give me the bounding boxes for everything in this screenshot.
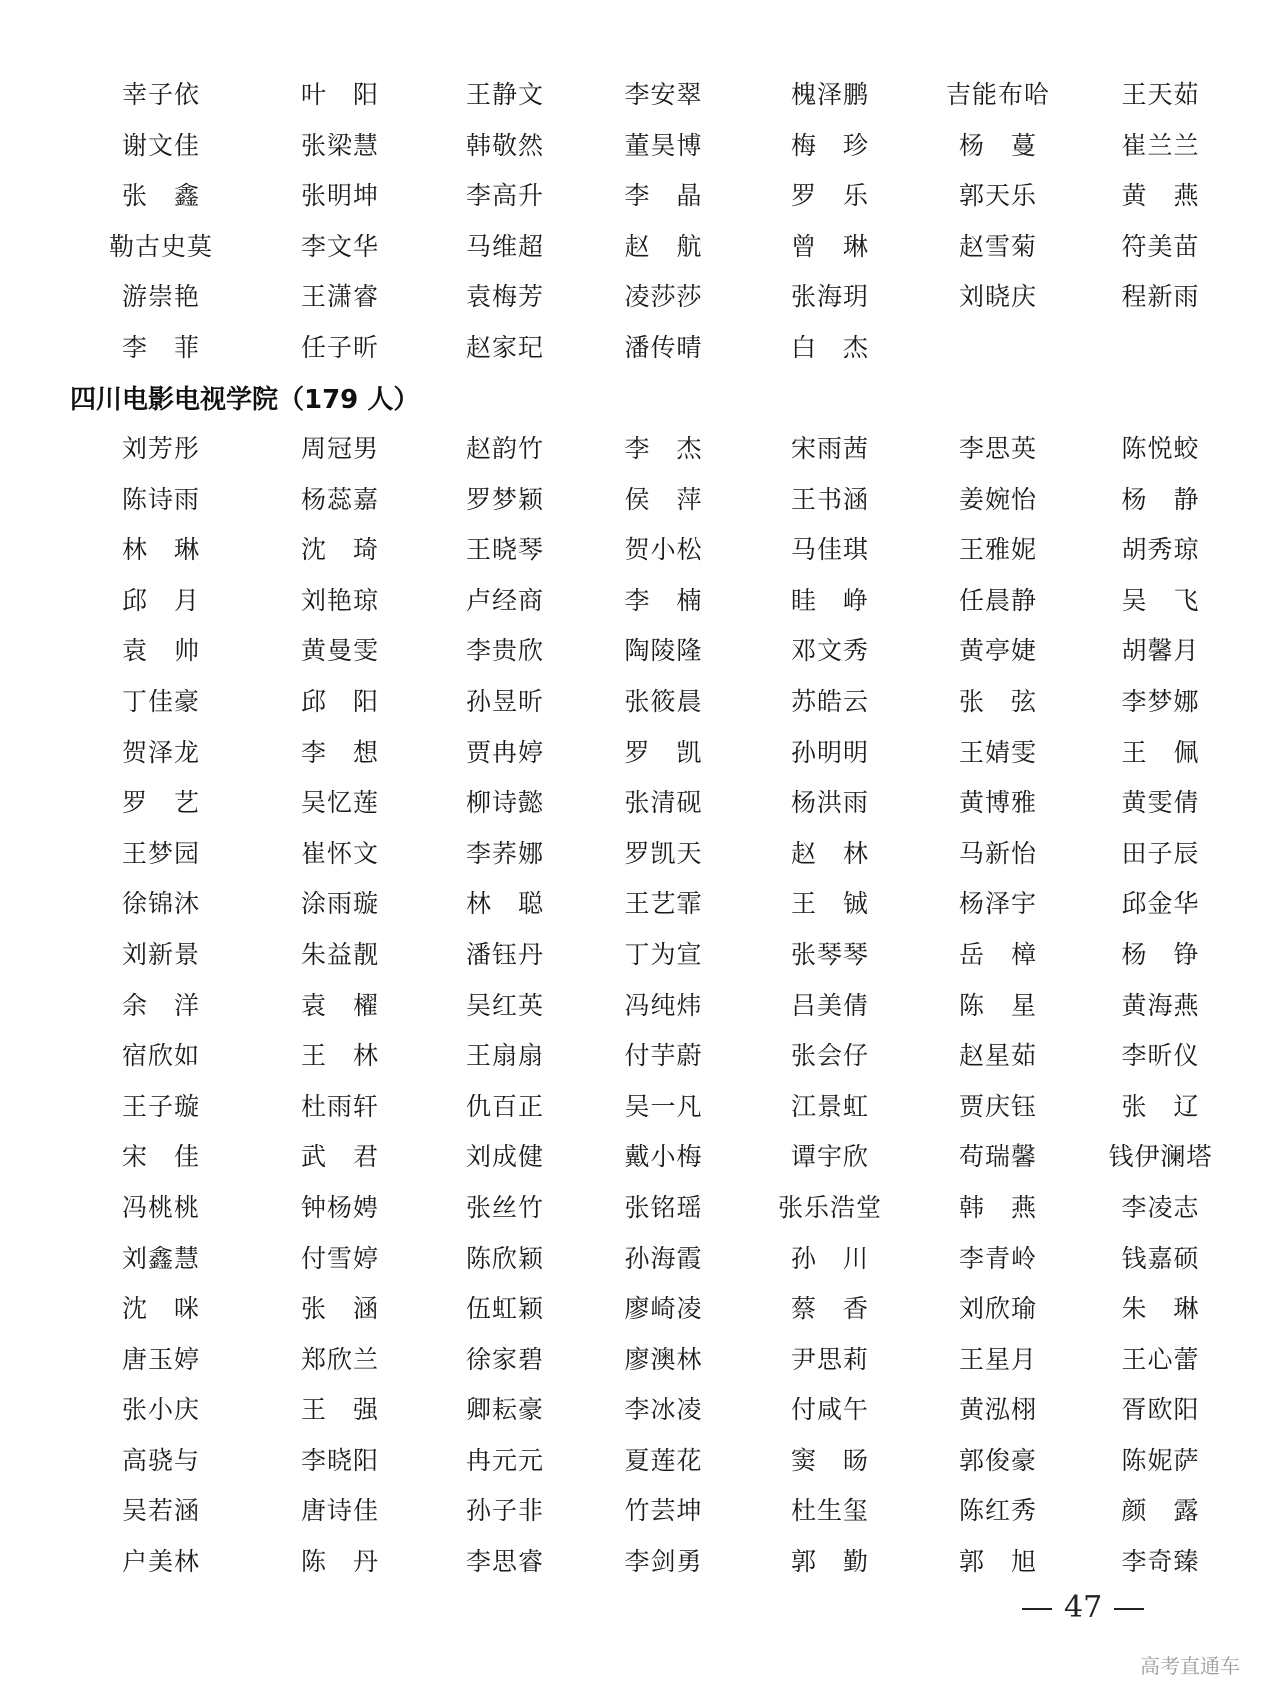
name-cell: 沈 琦: [300, 535, 379, 565]
name-cell: 刘成健: [465, 1142, 544, 1172]
name-cell: 孙 川: [790, 1243, 869, 1273]
name-cell: 仇百正: [465, 1091, 544, 1121]
name-cell: 崔怀文: [300, 838, 379, 868]
name-cell: 张乐浩堂: [777, 1192, 882, 1222]
name-cell: 谢文佳: [121, 130, 200, 160]
name-cell: 黄博雅: [958, 788, 1037, 818]
name-cell: 张会仔: [790, 1041, 869, 1071]
name-cell: 李安翠: [624, 80, 703, 109]
name-cell: [915, 323, 1081, 374]
name-cell: 徐家碧: [465, 1344, 544, 1374]
name-cell: 贾庆钰: [958, 1091, 1037, 1121]
name-cell: 贾冉婷: [465, 737, 544, 767]
name-cell: 杜雨轩: [300, 1091, 379, 1121]
name-cell: 陈红秀: [958, 1496, 1037, 1526]
name-cell: 邱金华: [1121, 889, 1200, 919]
name-cell: 李梦娜: [1121, 686, 1200, 716]
name-cell: 潘钰丹: [465, 939, 544, 969]
name-cell: 冉元元: [465, 1445, 544, 1475]
name-cell: 张 弦: [958, 686, 1037, 716]
name-cell: 杨 铮: [1121, 939, 1200, 969]
name-cell: 杨 静: [1121, 484, 1200, 514]
name-cell: 赵韵竹: [465, 434, 544, 463]
name-cell: 王潇睿: [300, 282, 379, 312]
name-cell: 黄雯倩: [1121, 788, 1200, 818]
name-cell: 陈 丹: [300, 1547, 379, 1577]
name-cell: 槐泽鹏: [790, 80, 869, 109]
name-cell: 刘鑫慧: [121, 1243, 200, 1273]
name-cell: 罗 凯: [624, 737, 703, 767]
name-cell: 王 林: [300, 1041, 379, 1071]
name-cell: 王子璇: [121, 1091, 200, 1121]
name-cell: 马佳琪: [790, 535, 869, 565]
name-cell: 林 聪: [465, 889, 544, 919]
name-cell: 崔兰兰: [1121, 130, 1200, 160]
name-cell: 武 君: [300, 1142, 379, 1172]
name-cell: 赵雪菊: [958, 231, 1037, 261]
name-cell: 马维超: [465, 231, 544, 261]
name-cell: 周冠男: [300, 434, 379, 463]
name-cell: 李青岭: [958, 1243, 1037, 1273]
name-cell: 黄海燕: [1121, 990, 1200, 1020]
name-cell: 张筱晨: [624, 686, 703, 716]
name-cell: 幸子依: [121, 80, 200, 109]
name-cell: 吴若涵: [121, 1496, 200, 1526]
name-cell: 李 菲: [121, 332, 200, 362]
name-cell: 陈 星: [958, 990, 1037, 1020]
name-cell: 赵家玘: [465, 332, 544, 362]
name-cell: 李文华: [300, 231, 379, 261]
name-cell: 李剑勇: [624, 1547, 703, 1577]
name-cell: 户美林: [121, 1547, 200, 1577]
name-cell: 钱嘉硕: [1121, 1243, 1200, 1273]
name-cell: 张丝竹: [465, 1192, 544, 1222]
name-cell: 袁 櫂: [300, 990, 379, 1020]
name-cell: 朱 琳: [1121, 1294, 1200, 1324]
name-cell: 吴 飞: [1121, 585, 1200, 615]
name-cell: 王梦园: [121, 838, 200, 868]
name-cell: 黄泓栩: [958, 1395, 1037, 1425]
name-cell: 张铭瑶: [624, 1192, 703, 1222]
name-cell: 冯桃桃: [121, 1192, 200, 1222]
name-cell: 赵星茹: [958, 1041, 1037, 1071]
name-cell: 王心蕾: [1121, 1344, 1200, 1374]
name-cell: 李 想: [300, 737, 379, 767]
name-cell: 白 杰: [790, 332, 869, 362]
name-cell: 王天茹: [1121, 80, 1200, 109]
name-cell: 余 洋: [121, 990, 200, 1020]
name-cell: 王静文: [465, 80, 544, 109]
name-cell: 程新雨: [1121, 282, 1200, 312]
name-cell: 田子辰: [1121, 838, 1200, 868]
name-cell: 丁为宣: [624, 939, 703, 969]
name-cell: 宋 佳: [121, 1142, 200, 1172]
name-cell: 黄曼雯: [300, 636, 379, 666]
name-cell: 郭俊豪: [958, 1445, 1037, 1475]
name-cell: 李思睿: [465, 1547, 544, 1577]
name-cell: 游崇艳: [121, 282, 200, 312]
name-cell: 王晓琴: [465, 535, 544, 565]
name-cell: 杜生玺: [790, 1496, 869, 1526]
name-cell: 李 杰: [624, 434, 703, 463]
name-cell: 谭宇欣: [790, 1142, 869, 1172]
name-cell: 郑欣兰: [300, 1344, 379, 1374]
name-cell: 张小庆: [121, 1395, 200, 1425]
name-cell: 罗梦颖: [465, 484, 544, 514]
name-cell: 冯纯炜: [624, 990, 703, 1020]
name-cell: 唐玉婷: [121, 1344, 200, 1374]
name-cell: 胡馨月: [1121, 636, 1200, 666]
name-cell: 郭 勤: [790, 1547, 869, 1577]
name-cell: 苟瑞馨: [958, 1142, 1037, 1172]
name-list-section-1: [70, 70, 1240, 374]
name-cell: 陈诗雨: [121, 484, 200, 514]
name-cell: 廖崎凌: [624, 1294, 703, 1324]
name-cell: 陈妮萨: [1121, 1445, 1200, 1475]
name-cell: 杨 蔓: [958, 130, 1037, 160]
name-cell: 孙昱昕: [465, 686, 544, 716]
name-cell: 竹芸坤: [624, 1496, 703, 1526]
name-cell: 李昕仪: [1121, 1041, 1200, 1071]
name-cell: 张 涵: [300, 1294, 379, 1324]
page-number: [1010, 1588, 1156, 1628]
section-heading: 四川电影电视学院（179 人）: [70, 385, 420, 415]
name-cell: 郭 旭: [958, 1547, 1037, 1577]
name-cell: 罗 乐: [790, 181, 869, 211]
name-cell: 丁佳豪: [121, 686, 200, 716]
name-cell: 朱益靓: [300, 939, 379, 969]
name-cell: 陈欣颖: [465, 1243, 544, 1273]
name-cell: 张梁慧: [300, 130, 379, 160]
name-cell: 胡秀琼: [1121, 535, 1200, 565]
name-cell: 王 佩: [1121, 737, 1200, 767]
name-cell: 颜 露: [1121, 1496, 1200, 1526]
name-cell: 罗 艺: [121, 788, 200, 818]
name-cell: 张 辽: [1121, 1091, 1200, 1121]
name-cell: 马新怡: [958, 838, 1037, 868]
name-cell: 罗凯天: [624, 838, 703, 868]
name-cell: 董昊博: [624, 130, 703, 160]
name-cell: [1081, 323, 1240, 374]
name-cell: 李 楠: [624, 585, 703, 615]
name-cell: 赵 航: [624, 231, 703, 261]
name-cell: 付雪婷: [300, 1243, 379, 1273]
name-cell: 吴一凡: [624, 1091, 703, 1121]
name-cell: 任子昕: [300, 332, 379, 362]
name-cell: 江景虹: [790, 1091, 869, 1121]
name-cell: 贺泽龙: [121, 737, 200, 767]
name-cell: 凌莎莎: [624, 282, 703, 312]
name-cell: 卿耘豪: [465, 1395, 544, 1425]
name-cell: 眭 峥: [790, 585, 869, 615]
name-cell: 钱伊澜塔: [1108, 1142, 1213, 1172]
name-cell: 宿欣如: [121, 1041, 200, 1071]
name-cell: 韩敬然: [465, 130, 544, 160]
name-cell: 王 铖: [790, 889, 869, 919]
name-cell: 伍虹颖: [465, 1294, 544, 1324]
name-cell: 岳 樟: [958, 939, 1037, 969]
name-cell: 李思英: [958, 434, 1037, 463]
name-cell: 张海玥: [790, 282, 869, 312]
name-cell: 张明坤: [300, 181, 379, 211]
name-cell: 涂雨璇: [300, 889, 379, 919]
name-cell: 孙明明: [790, 737, 869, 767]
name-cell: 徐锦沐: [121, 889, 200, 919]
name-cell: 黄 燕: [1121, 181, 1200, 211]
name-cell: 李晓阳: [300, 1445, 379, 1475]
name-cell: 侯 萍: [624, 484, 703, 514]
name-cell: 刘欣瑜: [958, 1294, 1037, 1324]
name-cell: 林 琳: [121, 535, 200, 565]
name-cell: 勒古史莫: [108, 231, 213, 261]
name-cell: 李凌志: [1121, 1192, 1200, 1222]
dash-left: [1022, 1608, 1052, 1610]
name-cell: 黄亭婕: [958, 636, 1037, 666]
name-cell: 窦 旸: [790, 1445, 869, 1475]
name-cell: 蔡 香: [790, 1294, 869, 1324]
name-cell: 邓文秀: [790, 636, 869, 666]
name-cell: 胥欧阳: [1121, 1395, 1200, 1425]
name-cell: 邱 月: [121, 585, 200, 615]
name-cell: 李奇臻: [1121, 1547, 1200, 1577]
name-cell: 潘传晴: [624, 332, 703, 362]
name-cell: 李贵欣: [465, 636, 544, 666]
name-cell: 赵 林: [790, 838, 869, 868]
name-cell: 卢经商: [465, 585, 544, 615]
name-cell: 李高升: [465, 181, 544, 211]
name-cell: 任晨静: [958, 585, 1037, 615]
name-cell: 刘艳琼: [300, 585, 379, 615]
name-cell: 杨蕊嘉: [300, 484, 379, 514]
name-cell: 张 鑫: [121, 181, 200, 211]
dash-right: [1114, 1608, 1144, 1610]
name-cell: 张清砚: [624, 788, 703, 818]
name-cell: 姜婉怡: [958, 484, 1037, 514]
watermark: 高考直通车: [1140, 1654, 1240, 1678]
name-list-section-2: [70, 424, 1240, 1588]
name-cell: 唐诗佳: [300, 1496, 379, 1526]
name-cell: 符美苗: [1121, 231, 1200, 261]
name-cell: 李 晶: [624, 181, 703, 211]
name-cell: 王婧雯: [958, 737, 1037, 767]
name-cell: 钟杨娉: [300, 1192, 379, 1222]
name-cell: 郭天乐: [958, 181, 1037, 211]
page-number-value: 47: [1064, 1590, 1103, 1625]
name-cell: 吉能布哈: [945, 80, 1050, 109]
name-cell: 王书涵: [790, 484, 869, 514]
name-cell: 宋雨茜: [790, 434, 869, 463]
name-cell: 吴红英: [465, 990, 544, 1020]
name-cell: 付咸午: [790, 1395, 869, 1425]
name-cell: 杨洪雨: [790, 788, 869, 818]
name-cell: 王 强: [300, 1395, 379, 1425]
name-cell: 王扇扇: [465, 1041, 544, 1071]
name-cell: 尹思莉: [790, 1344, 869, 1374]
name-cell: 刘晓庆: [958, 282, 1037, 312]
name-cell: 付芋蔚: [624, 1041, 703, 1071]
name-cell: 李荞娜: [465, 838, 544, 868]
name-cell: 张琴琴: [790, 939, 869, 969]
name-cell: 李冰凌: [624, 1395, 703, 1425]
name-cell: 高骁与: [121, 1445, 200, 1475]
name-cell: 孙海霞: [624, 1243, 703, 1273]
name-cell: 吴忆莲: [300, 788, 379, 818]
name-cell: 王星月: [958, 1344, 1037, 1374]
name-cell: 王雅妮: [958, 535, 1037, 565]
name-cell: 贺小松: [624, 535, 703, 565]
name-cell: 曾 琳: [790, 231, 869, 261]
name-cell: 陈悦蛟: [1121, 434, 1200, 463]
name-cell: 叶 阳: [300, 80, 379, 109]
name-cell: 沈 咪: [121, 1294, 200, 1324]
name-cell: 韩 燕: [958, 1192, 1037, 1222]
name-cell: 孙子非: [465, 1496, 544, 1526]
name-cell: 廖澳林: [624, 1344, 703, 1374]
name-cell: 苏皓云: [790, 686, 869, 716]
name-cell: 陶陵隆: [624, 636, 703, 666]
name-cell: 夏莲花: [624, 1445, 703, 1475]
name-cell: 邱 阳: [300, 686, 379, 716]
name-cell: 刘芳彤: [121, 434, 200, 463]
name-cell: 王艺霏: [624, 889, 703, 919]
name-cell: 袁梅芳: [465, 282, 544, 312]
name-cell: 戴小梅: [624, 1142, 703, 1172]
name-cell: 梅 珍: [790, 130, 869, 160]
name-cell: 袁 帅: [121, 636, 200, 666]
name-cell: 杨泽宇: [958, 889, 1037, 919]
name-cell: 刘新景: [121, 939, 200, 969]
name-cell: 柳诗懿: [465, 788, 544, 818]
name-cell: 吕美倩: [790, 990, 869, 1020]
